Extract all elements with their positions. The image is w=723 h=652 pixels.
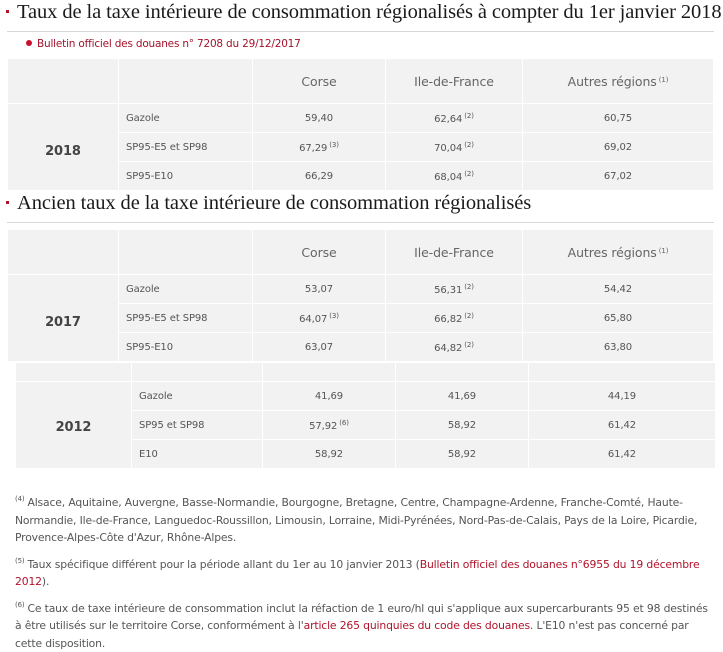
fuel-label: SP95-E5 et SP98 xyxy=(119,133,253,162)
value-idf: 66,82 $^{(2)}$ xyxy=(386,304,523,333)
bulletin-link[interactable] xyxy=(26,38,301,50)
table-row xyxy=(16,382,716,411)
footnote-ref: (1) xyxy=(659,76,669,84)
divider xyxy=(7,31,714,32)
year-cell: 2017 xyxy=(8,275,119,362)
header-empty xyxy=(119,59,253,104)
value-autres: 44,19 xyxy=(529,382,716,411)
header-ile-de-france: Ile-de-France xyxy=(386,230,523,275)
fuel-label: Gazole xyxy=(119,275,253,304)
header-corse: Corse xyxy=(253,230,386,275)
table-header-row xyxy=(16,363,716,382)
value-autres: 69,02 xyxy=(523,133,714,162)
header-autres-regions: Autres régions $^{(1)}$ xyxy=(523,59,714,104)
value-idf: 58,92 xyxy=(396,411,529,440)
section-title-text: Ancien taux de la taxe intérieure de consommation régionalisés xyxy=(17,192,531,214)
section-title-ancien xyxy=(4,192,531,215)
header-empty xyxy=(119,230,253,275)
divider xyxy=(7,222,714,223)
value-idf: 58,92 xyxy=(396,440,529,469)
footnote-5: $^{(5)}$ Taux spécifique différent pour la période allant du 1er au 10 janvier 2013 (Bulletin officiel des douanes n°6955 du 19 décembre 2012). xyxy=(15,553,715,591)
header-empty xyxy=(396,363,529,382)
bullet-square-icon xyxy=(6,201,9,204)
table-header-row xyxy=(8,230,714,275)
bulletin-link-text[interactable]: Bulletin officiel des douanes n° 7208 du 29/12/2017 xyxy=(37,38,301,50)
table-row xyxy=(8,104,714,133)
footnote-6: $^{(6)}$ Ce taux de taxe intérieure de consommation inclut la réfaction de 1 euro/hl qui s'applique aux supercarburants 95 et 98 destinés à être utilisés sur le territoire Corse, conformément à l'article 265 quinquies du code des douanes. L'E10 n'est pas concerné par cette disposition. xyxy=(15,597,715,652)
fuel-label: SP95-E10 xyxy=(119,162,253,191)
section-title-text: Taux de la taxe intérieure de consommation régionalisés à compter du 1er janvier 2018 xyxy=(17,1,721,23)
header-empty xyxy=(16,363,132,382)
value-corse: 58,92 xyxy=(263,440,396,469)
footnote-4: $^{(4)}$ Alsace, Aquitaine, Auvergne, Basse-Normandie, Bourgogne, Bretagne, Centre, Champagne-Ardenne, Franche-Comté, Haute-Normandie, Ile-de-France, Languedoc-Roussillon, Limousin, Lorraine, Midi-Pyrénées, Nord-Pas-de-Calais, Pays de la Loire, Picardie, Provence-Alpes-Côte d'Azur, Rhône-Alpes. xyxy=(15,491,715,547)
value-autres: 61,42 xyxy=(529,411,716,440)
footnotes xyxy=(15,491,715,652)
value-corse: 63,07 xyxy=(253,333,386,362)
value-idf: 70,04 $^{(2)}$ xyxy=(386,133,523,162)
bulletin-6955-link[interactable]: Bulletin officiel des douanes n°6955 du 19 décembre 2012 xyxy=(15,558,699,589)
value-idf: 68,04 $^{(2)}$ xyxy=(386,162,523,191)
value-corse: 66,29 xyxy=(253,162,386,191)
value-autres: 61,42 xyxy=(529,440,716,469)
fuel-label: SP95-E5 et SP98 xyxy=(119,304,253,333)
table-header-row xyxy=(8,59,714,104)
header-corse: Corse xyxy=(253,59,386,104)
value-corse: 57,92 $^{(6)}$ xyxy=(263,411,396,440)
header-ile-de-france: Ile-de-France xyxy=(386,59,523,104)
header-autres-regions: Autres régions $^{(1)}$ xyxy=(523,230,714,275)
value-corse: 59,40 xyxy=(253,104,386,133)
bullet-dot-icon xyxy=(26,40,32,46)
value-autres: 63,80 xyxy=(523,333,714,362)
value-corse: 64,07 $^{(3)}$ xyxy=(253,304,386,333)
value-idf: 41,69 xyxy=(396,382,529,411)
fuel-label: SP95 et SP98 xyxy=(132,411,263,440)
fuel-label: SP95-E10 xyxy=(119,333,253,362)
fuel-label: Gazole xyxy=(132,382,263,411)
value-idf: 64,82 $^{(2)}$ xyxy=(386,333,523,362)
rates-table-2018 xyxy=(7,58,714,191)
section-title-2018 xyxy=(4,1,721,24)
value-corse: 53,07 xyxy=(253,275,386,304)
value-corse: 41,69 xyxy=(263,382,396,411)
table-row xyxy=(8,275,714,304)
year-cell: 2018 xyxy=(8,104,119,191)
article-265-link[interactable]: article 265 quinquies du code des douanes xyxy=(304,619,530,632)
year-cell: 2012 xyxy=(16,382,132,469)
bullet-square-icon xyxy=(6,10,9,13)
header-empty xyxy=(8,59,119,104)
value-autres: 67,02 xyxy=(523,162,714,191)
header-empty xyxy=(263,363,396,382)
rates-table-2012 xyxy=(15,362,716,469)
header-empty xyxy=(8,230,119,275)
fuel-label: E10 xyxy=(132,440,263,469)
header-empty xyxy=(132,363,263,382)
value-autres: 54,42 xyxy=(523,275,714,304)
value-autres: 65,80 xyxy=(523,304,714,333)
header-empty xyxy=(529,363,716,382)
rates-table-2017 xyxy=(7,229,714,362)
value-corse: 67,29 $^{(3)}$ xyxy=(253,133,386,162)
fuel-label: Gazole xyxy=(119,104,253,133)
value-autres: 60,75 xyxy=(523,104,714,133)
value-idf: 56,31 $^{(2)}$ xyxy=(386,275,523,304)
footnote-ref: (1) xyxy=(659,247,669,255)
value-idf: 62,64 $^{(2)}$ xyxy=(386,104,523,133)
